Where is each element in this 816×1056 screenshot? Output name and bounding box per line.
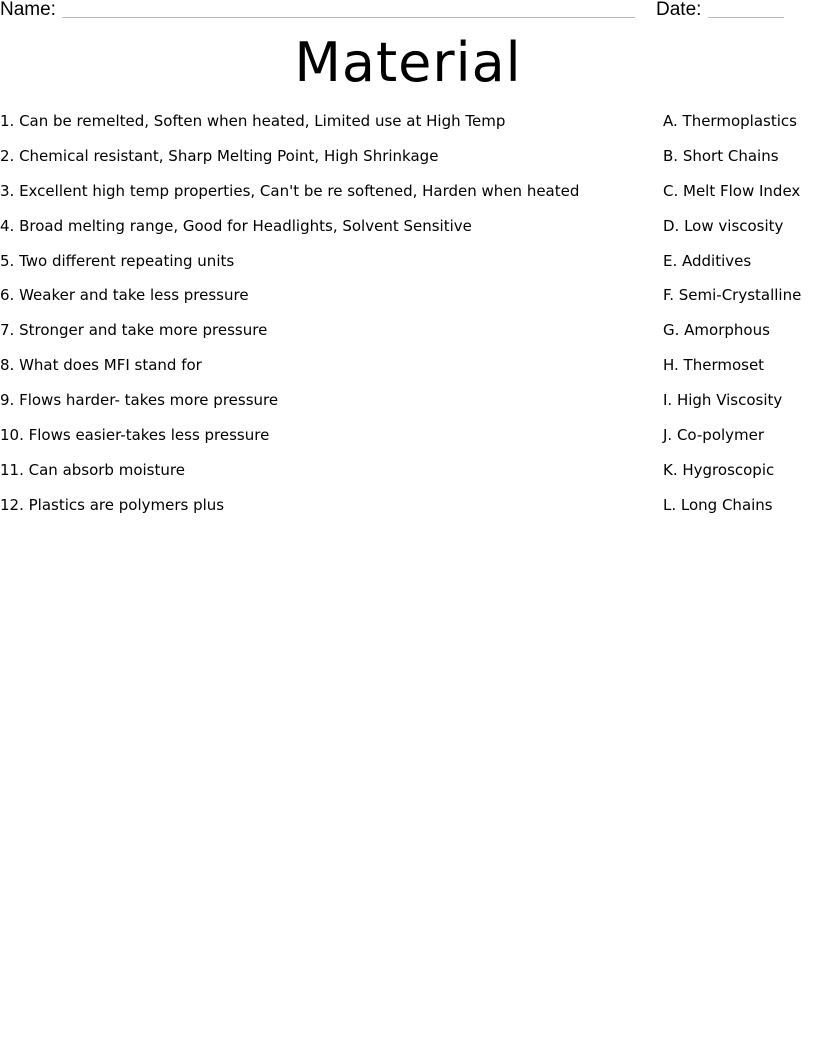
answer-list <box>663 111 816 530</box>
page-title: Material <box>294 31 522 94</box>
question-item: 7. Stronger and take more pressure <box>0 321 268 340</box>
question-item: 6. Weaker and take less pressure <box>0 286 249 305</box>
name-label: Name: <box>0 0 56 20</box>
question-item: 3. Excellent high temp properties, Can't be re softened, Harden when heated <box>0 181 580 200</box>
header-row <box>0 0 816 24</box>
question-item: 11. Can absorb moisture <box>0 460 185 479</box>
answer-item: J. Co-polymer <box>663 426 765 445</box>
answer-item: G. Amorphous <box>663 321 770 340</box>
answer-item: F. Semi-Crystalline <box>663 286 802 305</box>
answer-item: C. Melt Flow Index <box>663 181 801 200</box>
name-blank-line <box>62 17 635 18</box>
question-list <box>0 111 640 530</box>
question-item: 9. Flows harder- takes more pressure <box>0 391 279 410</box>
answer-item: B. Short Chains <box>663 146 779 165</box>
question-item: 12. Plastics are polymers plus <box>0 495 225 514</box>
question-item: 1. Can be remelted, Soften when heated, Limited use at High Temp <box>0 112 506 130</box>
question-item: 4. Broad melting range, Good for Headlights, Solvent Sensitive <box>0 216 472 235</box>
question-item: 2. Chemical resistant, Sharp Melting Point, High Shrinkage <box>0 146 439 165</box>
answer-item: K. Hygroscopic <box>663 460 775 479</box>
answer-item: A. Thermoplastics <box>663 112 797 130</box>
question-item: 10. Flows easier-takes less pressure <box>0 426 270 445</box>
answer-item: L. Long Chains <box>663 495 773 514</box>
question-item: 5. Two different repeating units <box>0 251 235 270</box>
date-label: Date: <box>656 0 702 20</box>
answer-item: D. Low viscosity <box>663 216 784 235</box>
answer-item: I. High Viscosity <box>663 391 783 410</box>
answer-item: H. Thermoset <box>663 356 765 375</box>
question-item: 8. What does MFI stand for <box>0 356 202 375</box>
answer-item: E. Additives <box>663 251 752 270</box>
date-blank-line <box>708 17 784 18</box>
